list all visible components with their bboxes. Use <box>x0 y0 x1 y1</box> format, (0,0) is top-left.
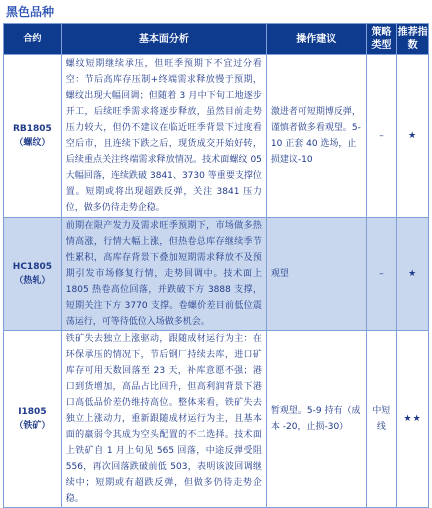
header-advice: 操作建议 <box>266 24 366 55</box>
index-cell <box>397 331 429 508</box>
star-icon: ★★ <box>403 414 422 424</box>
contract-cell <box>4 218 62 331</box>
table-row <box>4 55 429 218</box>
contract-cell <box>4 331 62 508</box>
advice-cell: 暂观望。5-9 持有（成本 -20，止损-30） <box>266 331 366 508</box>
table-body <box>4 55 429 508</box>
strategy-cell: – <box>366 55 397 218</box>
advice-cell: 激进者可短期博反弹，谨慎者做多看观望。5-10 正套 40 选场，止损建议-10 <box>266 55 366 218</box>
contract-name: （铁矿） <box>14 421 51 431</box>
header-analysis: 基本面分析 <box>61 24 266 55</box>
strategy-cell: – <box>366 218 397 331</box>
star-icon: ★ <box>408 269 418 279</box>
section-header <box>0 0 432 22</box>
index-cell <box>397 218 429 331</box>
header-row <box>4 24 429 55</box>
section-title: 黑色品种 <box>6 5 55 19</box>
analysis-cell: 螺纹短期继续承压，但旺季预期下不宜过分看空：节后高库存压制+终端需求释放慢于预期，螺纹出现大幅回调；但随着 3 月中下旬工地逐步开工，后续旺季需求将逐步释放，虽然目前走势压力较大，但仍不建议在临近旺季背景下过度看空后市，且连续下跌之后，现货成交开始好转，后续重点关注终端需求释放情况。技术面螺纹 05 大幅回落，连续跌破 3841、3730 等重要支撑位置。短期或将出现超跌反弹，关注 3841 压力位，做多仍待走势企稳。 <box>61 55 266 218</box>
advice-cell: 观望 <box>266 218 366 331</box>
index-cell <box>397 55 429 218</box>
header-index: 推荐指数 <box>397 24 429 55</box>
contract-code: I1805 <box>18 407 47 417</box>
contract-name: （螺纹） <box>14 138 51 148</box>
contract-cell <box>4 55 62 218</box>
header-strategy: 策略类型 <box>366 24 397 55</box>
strategy-cell: 中短线 <box>366 331 397 508</box>
contract-code: RB1805 <box>12 124 52 134</box>
star-icon: ★ <box>408 131 418 141</box>
analysis-cell: 铁矿失去独立上涨驱动，跟随成材运行为主：在环保承压的情况下，节后钢厂持续去库，进口矿库存可用天数回落至 23 天，补库意愿不强；港口到货增加，高品占比回升，但高利润背景下港口高低品价差仍维持高位。整体来看，铁矿失去独立上涨动力，重新跟随成材运行为主，且基本面的羸弱令其成为空头配置的不二选择。技术面上铁矿自 1 月上旬见 565 回落，中途反弹受阻 556，再次回落跌破前低 503，表明该波回调继续中；短期或有超跌反弹，但做多仍待走势企稳。 <box>61 331 266 508</box>
analysis-cell: 前期在限产发力及需求旺季预期下，市场做多热情高涨，行情大幅上涨，但热卷总库存继续季节性累积，高库存背景下叠加短期需求释放不及预期引发市场修复行情，走势回调中。技术面上 1805 热卷高位回落，并跌破下方 3888 支撑，短期关注下方 3770 支撑。卷螺价差目前低位震荡运行，可等待低位入场做多机会。 <box>61 218 266 331</box>
header-contract: 合约 <box>4 24 62 55</box>
contract-name: （热轧） <box>14 276 51 286</box>
table-header <box>4 24 429 55</box>
table-row <box>4 218 429 331</box>
contract-code: HC1805 <box>12 262 52 272</box>
recommendation-table <box>3 23 429 508</box>
table-row <box>4 331 429 508</box>
